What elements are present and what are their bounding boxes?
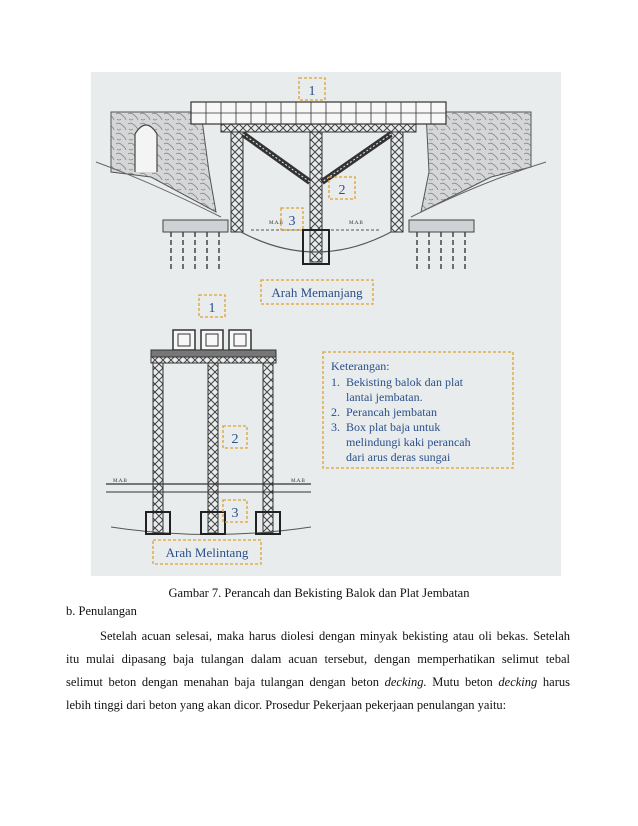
transverse-tower-center bbox=[208, 363, 218, 533]
legend-line-3: 2. Perancah jembatan bbox=[331, 405, 437, 419]
label-1-bottom: 1 bbox=[208, 301, 216, 316]
mab-label-top-right: M.A.B bbox=[349, 221, 363, 226]
mab-label-bottom-right: M.A.B bbox=[291, 479, 305, 484]
mab-label-top-left: M.A.B bbox=[269, 221, 283, 226]
footing-left bbox=[163, 220, 228, 232]
paragraph-line-3-part-a: selimut beton dengan menahan baja tulangan dengan beton bbox=[66, 675, 385, 689]
legend-line-1: 1. Bekisting balok dan plat bbox=[331, 375, 463, 389]
label-2-top: 2 bbox=[338, 183, 346, 198]
decking-term-1: decking. bbox=[384, 675, 427, 689]
bridge-scaffolding-figure bbox=[91, 72, 561, 576]
paragraph-line-3-part-e: harus bbox=[537, 675, 570, 689]
arah-melintang-label: Arah Melintang bbox=[165, 545, 249, 560]
transverse-tower-left bbox=[153, 363, 163, 533]
figure-caption: Gambar 7. Perancah dan Bekisting Balok dan Plat Jembatan bbox=[168, 586, 470, 600]
section-heading: b. Penulangan bbox=[66, 604, 137, 618]
label-1-top: 1 bbox=[308, 84, 316, 99]
scaffold-tower-right bbox=[391, 132, 403, 232]
legend-line-6: dari arus deras sungai bbox=[331, 450, 451, 464]
paragraph-line-3-part-c: Mutu beton bbox=[426, 675, 499, 689]
box-girders bbox=[173, 330, 251, 350]
legend-line-5: melindungi kaki perancah bbox=[331, 435, 471, 449]
label-2-bottom: 2 bbox=[231, 432, 239, 447]
footing-right bbox=[409, 220, 474, 232]
paragraph-line-4: lebih tinggi dari beton yang akan dicor. Prosedur Pekerjaan pekerjaan penulangan yaitu: bbox=[66, 698, 507, 712]
arah-memanjang-label: Arah Memanjang bbox=[271, 285, 363, 300]
legend-title: Keterangan: bbox=[331, 359, 390, 373]
formwork-base bbox=[151, 350, 276, 357]
transverse-tower-right bbox=[263, 363, 273, 533]
legend-line-4: 3. Box plat baja untuk bbox=[331, 420, 441, 434]
label-3-bottom: 3 bbox=[231, 506, 239, 521]
body-paragraph bbox=[66, 625, 570, 717]
paragraph-line-3 bbox=[66, 671, 570, 694]
paragraph-line-1: Setelah acuan selesai, maka harus diolesi dengan minyak bekisting atau oli bekas. Setelah bbox=[100, 629, 570, 643]
mab-label-bottom-left: M.A.B bbox=[113, 479, 127, 484]
left-arch bbox=[135, 125, 157, 172]
support-beam bbox=[221, 124, 416, 132]
label-3-top: 3 bbox=[288, 214, 296, 229]
paragraph-line-2: itu mulai dipasang baja tulangan dalam acuan tersebut, dengan memperhatikan selimut tebal bbox=[66, 652, 570, 666]
decking-term-2: decking bbox=[498, 675, 538, 689]
scaffold-tower-left bbox=[231, 132, 243, 232]
cross-beam bbox=[151, 357, 276, 363]
scaffold-tower-center bbox=[310, 132, 322, 262]
legend-line-2: lantai jembatan. bbox=[331, 390, 423, 404]
